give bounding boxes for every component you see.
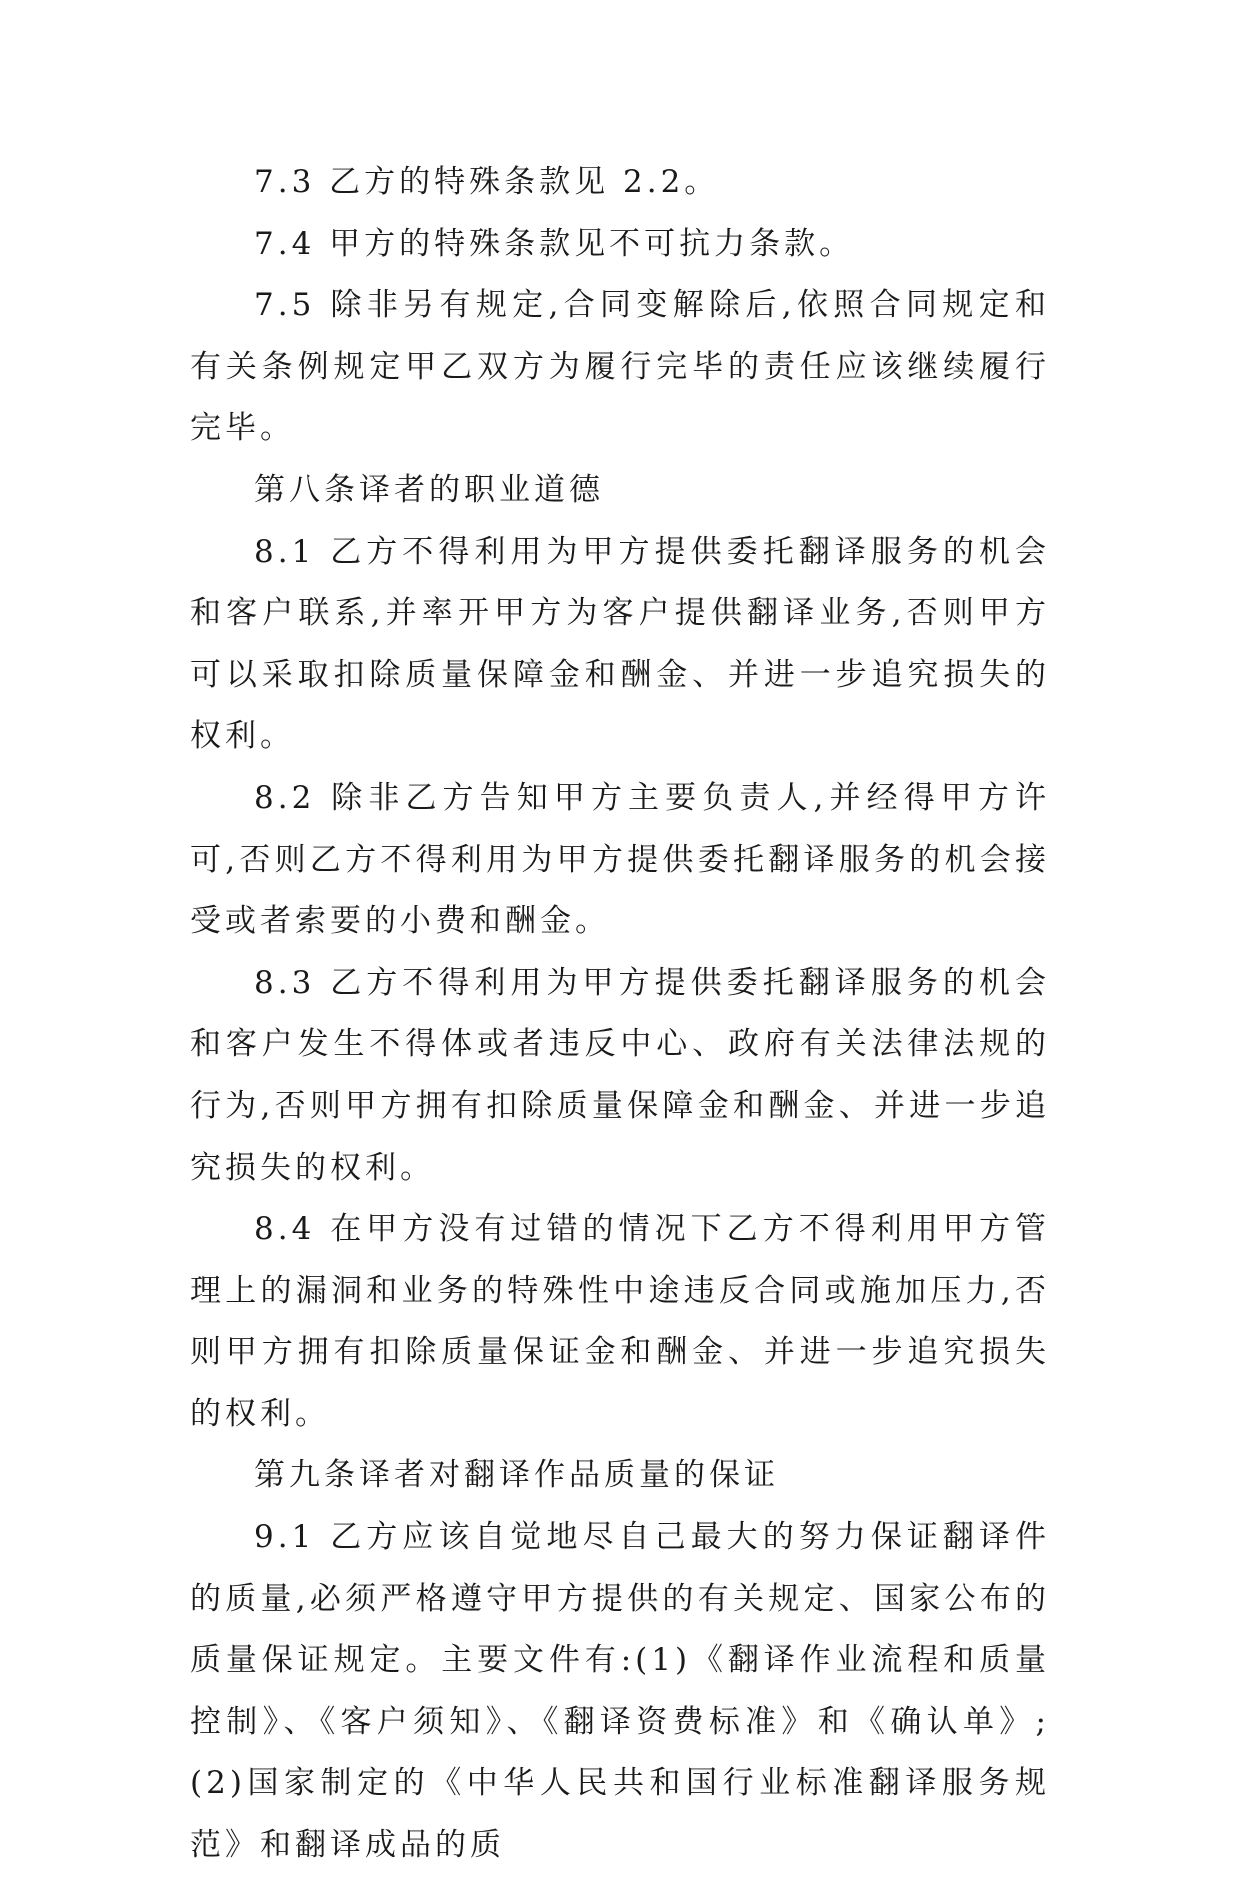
document-body (190, 152, 1050, 1877)
clause-8-1: 8.1 乙方不得利用为甲方提供委托翻译服务的机会和客户联系,并率开甲方为客户提供翻译业务,否则甲方可以采取扣除质量保障金和酬金、并进一步追究损失的权利。 (190, 533, 1050, 755)
clause-8-3: 8.3 乙方不得利用为甲方提供委托翻译服务的机会和客户发生不得体或者违反中心、政府有关法律法规的行为,否则甲方拥有扣除质量保障金和酬金、并进一步追究损失的权利。 (190, 964, 1050, 1186)
clause-8-4: 8.4 在甲方没有过错的情况下乙方不得利用甲方管理上的漏洞和业务的特殊性中途违反合同或施加压力,否则甲方拥有扣除质量保证金和酬金、并进一步追究损失的权利。 (190, 1211, 1050, 1432)
clause-9-1: 9.1 乙方应该自觉地尽自己最大的努力保证翻译件的质量,必须严格遵守甲方提供的有关规定、国家公布的质量保证规定。主要文件有:(1)《翻译作业流程和质量控制》、《客户须知》、《翻译资费标准》和《确认单》;(2)国家制定的《中华人民共和国行业标准翻译服务规范》和翻译成品的质 (190, 1519, 1050, 1864)
article-8-heading: 第八条译者的职业道德 (254, 471, 604, 508)
clause-7-5: 7.5 除非另有规定,合同变解除后,依照合同规定和有关条例规定甲乙双方为履行完毕的责任应该继续履行完毕。 (190, 287, 1050, 447)
clause-8-2: 8.2 除非乙方告知甲方主要负责人,并经得甲方许可,否则乙方不得利用为甲方提供委托翻译服务的机会接受或者索要的小费和酬金。 (190, 779, 1050, 940)
clause-7-3: 7.3 乙方的特殊条款见 2.2。 (254, 164, 720, 200)
article-9-heading: 第九条译者对翻译作品质量的保证 (254, 1457, 779, 1494)
clause-7-4: 7.4 甲方的特殊条款见不可抗力条款。 (254, 225, 855, 262)
